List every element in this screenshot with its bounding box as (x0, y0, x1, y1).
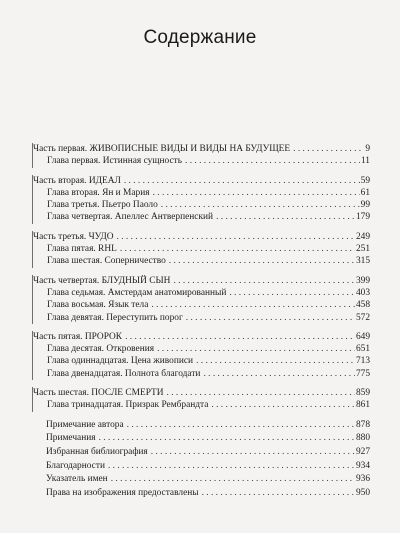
toc-chapter-entry-label: Глава пятая. RHL (47, 244, 117, 255)
toc-chapter-entry-label: Глава первая. Истинная сущность (47, 156, 183, 167)
toc-chapter-entry-page-number: 403 (355, 287, 370, 298)
toc-part-entry-label: Часть вторая. ИДЕАЛ (33, 175, 121, 186)
dot-leader (117, 231, 355, 243)
toc-part-entry-page-number: 649 (355, 331, 370, 342)
toc-chapter-entry-page-number: 861 (355, 400, 370, 411)
toc-appendix-entry-label: Права на изображения предоставлены (46, 488, 199, 499)
dot-leader (167, 387, 355, 399)
toc-appendix-entry-page-number: 936 (355, 474, 370, 485)
dot-leader (125, 331, 355, 343)
dot-leader (211, 399, 355, 411)
toc-chapter-entry-label: Глава третья. Пьетро Паоло (47, 200, 158, 211)
toc-appendix-entry (32, 419, 370, 431)
toc-chapter-entry-page-number: 61 (360, 187, 370, 198)
toc-appendix-entry (32, 432, 370, 444)
toc-appendix-entry-label: Избранная библиография (46, 447, 148, 458)
toc-part-entry (33, 387, 370, 399)
toc-appendix-entry (32, 487, 370, 499)
dot-leader (161, 199, 360, 211)
toc-part-group (32, 275, 370, 324)
dot-leader (99, 432, 355, 444)
toc-part-group (32, 143, 370, 168)
toc-chapter-entry-label: Глава четвертая. Апеллес Антверпенский (47, 212, 214, 223)
toc-part-entry-page-number: 9 (365, 144, 370, 154)
toc-chapter-entry-page-number: 99 (360, 200, 370, 211)
toc-chapter-entry-label: Глава вторая. Ян и Мария (47, 187, 150, 198)
toc-appendix-entry-label: Примечание автора (46, 419, 124, 430)
toc-chapter-entry-label: Глава восьмая. Язык тела (47, 300, 149, 311)
dot-leader (202, 487, 355, 499)
toc-appendix-group (32, 419, 370, 500)
toc-chapter-entry-page-number: 713 (355, 356, 370, 367)
toc-chapter-entry (33, 211, 370, 223)
toc-appendix-entry (32, 446, 370, 458)
toc-chapter-entry-label: Глава седьмая. Амстердам анатомированный (47, 287, 227, 298)
toc-chapter-entry (33, 199, 370, 211)
toc-chapter-entry (33, 187, 370, 199)
toc-chapter-entry-label: Глава одиннадцатая. Цена живописи (47, 356, 194, 367)
dot-leader (229, 287, 355, 299)
toc-appendix-entry-page-number: 934 (355, 460, 370, 471)
toc-appendix-entry-label: Примечания (46, 433, 96, 444)
dot-leader (185, 155, 360, 167)
dot-leader (169, 255, 355, 267)
table-of-contents (32, 143, 370, 506)
toc-part-entry-page-number: 859 (355, 388, 370, 399)
dot-leader (216, 211, 355, 223)
toc-chapter-entry-label: Глава тринадцатая. Призрак Рембрандта (47, 400, 209, 411)
toc-part-entry-page-number: 399 (355, 275, 370, 286)
toc-chapter-entry-label: Глава десятая. Откровения (47, 344, 155, 355)
toc-part-entry (33, 275, 370, 287)
toc-chapter-entry-label: Глава двенадцатая. Полнота благодати (47, 368, 201, 379)
dot-leader (111, 473, 355, 485)
toc-part-entry-page-number: 59 (360, 175, 370, 186)
toc-appendix-entry-label: Благодарности (46, 460, 105, 471)
toc-chapter-entry-page-number: 315 (355, 256, 370, 267)
toc-part-entry-page-number: 249 (355, 231, 370, 242)
toc-part-group (32, 387, 370, 412)
dot-leader (157, 343, 355, 355)
toc-appendix-entry-page-number: 950 (355, 488, 370, 499)
dot-leader (151, 446, 355, 458)
toc-chapter-entry (33, 355, 370, 367)
toc-part-entry (33, 143, 370, 155)
dot-leader (151, 299, 355, 311)
toc-chapter-entry-page-number: 11 (360, 156, 370, 167)
dot-leader (203, 368, 355, 380)
toc-chapter-entry-page-number: 179 (355, 212, 370, 223)
toc-part-group (32, 331, 370, 380)
dot-leader (173, 275, 355, 287)
toc-chapter-entry-page-number: 775 (355, 368, 370, 379)
toc-chapter-entry-page-number: 651 (355, 344, 370, 355)
toc-appendix-entry-label: Указатель имен (46, 474, 108, 485)
toc-chapter-entry-label: Глава девятая. Переступить порог (47, 312, 183, 323)
toc-chapter-entry (33, 155, 370, 167)
toc-chapter-entry-page-number: 572 (355, 312, 370, 323)
toc-part-entry-label: Часть пятая. ПРОРОК (33, 331, 123, 342)
toc-part-entry-label: Часть шестая. ПОСЛЕ СМЕРТИ (33, 388, 164, 399)
dot-leader (108, 460, 355, 472)
toc-chapter-entry-page-number: 251 (355, 244, 370, 255)
page-title: Содержание (143, 27, 257, 48)
toc-chapter-entry (33, 343, 370, 355)
toc-chapter-entry-label: Глава шестая. Соперничество (47, 256, 166, 267)
toc-chapter-entry-page-number: 458 (355, 300, 370, 311)
dot-leader (196, 355, 355, 367)
dot-leader (120, 243, 355, 255)
dot-leader (124, 175, 360, 187)
toc-part-entry (33, 175, 370, 187)
toc-part-entry-label: Часть четвертая. БЛУДНЫЙ СЫН (33, 275, 171, 286)
toc-chapter-entry (33, 255, 370, 267)
dot-leader (153, 187, 360, 199)
toc-chapter-entry (33, 243, 370, 255)
dot-leader (186, 312, 355, 324)
dot-leader (293, 143, 364, 155)
toc-appendix-entry-page-number: 880 (355, 433, 370, 444)
toc-appendix-entry (32, 473, 370, 485)
toc-chapter-entry (33, 287, 370, 299)
toc-appendix-entry-page-number: 878 (355, 419, 370, 430)
toc-part-group (32, 231, 370, 268)
toc-part-entry-label: Часть первая. ЖИВОПИСНЫЕ ВИДЫ И ВИДЫ НА БУДУЩЕЕ (33, 144, 291, 154)
toc-appendix-entry (32, 460, 370, 472)
toc-chapter-entry (33, 299, 370, 311)
toc-chapter-entry (33, 399, 370, 411)
dot-leader (127, 419, 355, 431)
toc-part-group (32, 175, 370, 224)
toc-chapter-entry (33, 312, 370, 324)
toc-part-entry (33, 231, 370, 243)
toc-appendix-entry-page-number: 927 (355, 447, 370, 458)
toc-part-entry (33, 331, 370, 343)
toc-part-entry-label: Часть третья. ЧУДО (33, 231, 114, 242)
toc-chapter-entry (33, 368, 370, 380)
